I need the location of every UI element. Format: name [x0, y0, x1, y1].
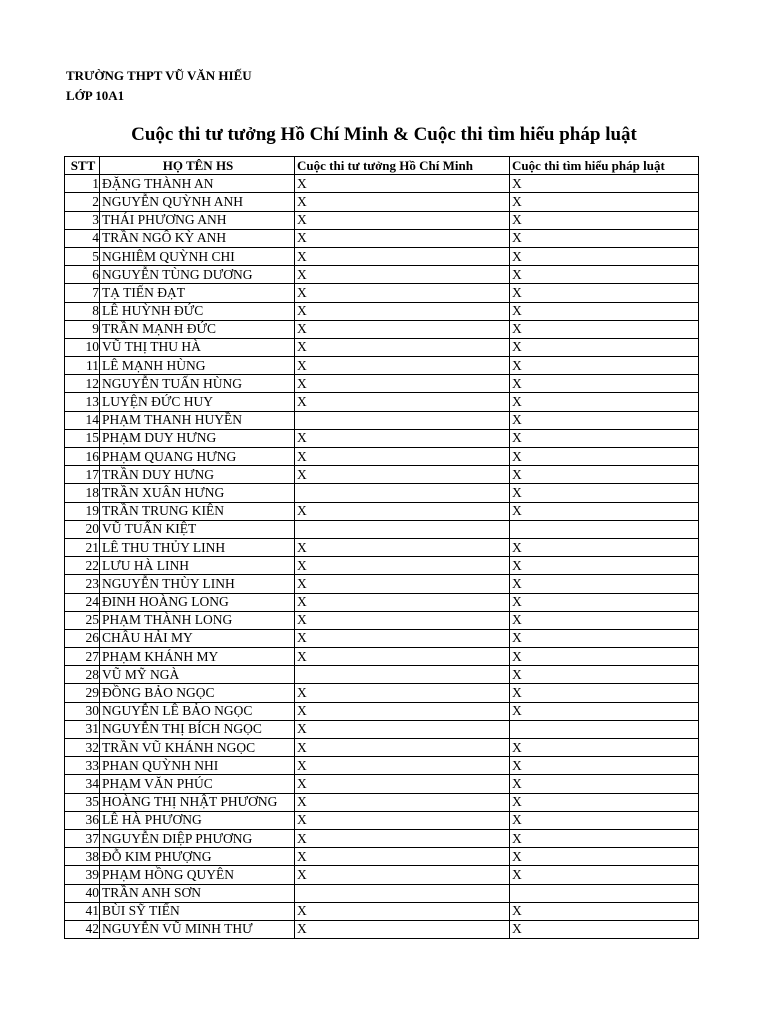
- cell-contest-hcm: X: [295, 557, 510, 575]
- student-table: [64, 156, 699, 939]
- cell-stt: 10: [65, 338, 100, 356]
- cell-student-name: CHÂU HẢI MY: [100, 629, 295, 647]
- cell-contest-law: X: [510, 757, 699, 775]
- table-row: [65, 648, 699, 666]
- cell-contest-law: X: [510, 247, 699, 265]
- cell-contest-hcm: X: [295, 247, 510, 265]
- cell-student-name: NGUYỄN VŨ MINH THƯ: [100, 920, 295, 938]
- cell-contest-hcm: X: [295, 338, 510, 356]
- cell-contest-hcm: X: [295, 648, 510, 666]
- header-contest-hcm: Cuộc thi tư tưởng Hồ Chí Minh: [295, 157, 510, 175]
- table-row: [65, 466, 699, 484]
- table-row: [65, 593, 699, 611]
- cell-stt: 15: [65, 429, 100, 447]
- cell-stt: 6: [65, 266, 100, 284]
- table-row: [65, 884, 699, 902]
- cell-contest-hcm: X: [295, 175, 510, 193]
- cell-contest-law: X: [510, 484, 699, 502]
- table-row: [65, 484, 699, 502]
- cell-contest-hcm: [295, 884, 510, 902]
- table-row: [65, 739, 699, 757]
- cell-student-name: LÊ THU THỦY LINH: [100, 538, 295, 556]
- cell-stt: 1: [65, 175, 100, 193]
- cell-student-name: THÁI PHƯƠNG ANH: [100, 211, 295, 229]
- cell-student-name: PHẠM KHÁNH MY: [100, 648, 295, 666]
- cell-contest-hcm: [295, 666, 510, 684]
- cell-contest-hcm: X: [295, 502, 510, 520]
- cell-stt: 19: [65, 502, 100, 520]
- cell-contest-hcm: X: [295, 375, 510, 393]
- cell-stt: 33: [65, 757, 100, 775]
- cell-contest-law: X: [510, 611, 699, 629]
- cell-student-name: TẠ TIẾN ĐẠT: [100, 284, 295, 302]
- cell-contest-law: X: [510, 466, 699, 484]
- cell-contest-law: X: [510, 193, 699, 211]
- table-row: [65, 848, 699, 866]
- cell-student-name: ĐỒNG BẢO NGỌC: [100, 684, 295, 702]
- cell-student-name: TRẦN VŨ KHÁNH NGỌC: [100, 739, 295, 757]
- cell-contest-hcm: X: [295, 684, 510, 702]
- table-row: [65, 411, 699, 429]
- cell-contest-law: X: [510, 429, 699, 447]
- table-row: [65, 448, 699, 466]
- cell-student-name: VŨ MỸ NGÀ: [100, 666, 295, 684]
- cell-stt: 25: [65, 611, 100, 629]
- cell-stt: 41: [65, 902, 100, 920]
- cell-student-name: TRẦN NGÔ KỲ ANH: [100, 229, 295, 247]
- cell-student-name: TRẦN MẠNH ĐỨC: [100, 320, 295, 338]
- cell-stt: 26: [65, 629, 100, 647]
- cell-contest-law: X: [510, 302, 699, 320]
- cell-stt: 9: [65, 320, 100, 338]
- cell-student-name: NGUYỄN TUẤN HÙNG: [100, 375, 295, 393]
- cell-student-name: BÙI SỸ TIẾN: [100, 902, 295, 920]
- cell-student-name: TRẦN DUY HƯNG: [100, 466, 295, 484]
- cell-contest-hcm: X: [295, 629, 510, 647]
- cell-stt: 3: [65, 211, 100, 229]
- cell-contest-hcm: X: [295, 902, 510, 920]
- cell-contest-law: X: [510, 502, 699, 520]
- table-row: [65, 666, 699, 684]
- cell-student-name: NGHIÊM QUỲNH CHI: [100, 247, 295, 265]
- cell-contest-law: X: [510, 357, 699, 375]
- cell-contest-hcm: X: [295, 284, 510, 302]
- cell-stt: 35: [65, 793, 100, 811]
- header-name: HỌ TÊN HS: [100, 157, 295, 175]
- table-row: [65, 757, 699, 775]
- cell-student-name: LÊ HUỲNH ĐỨC: [100, 302, 295, 320]
- cell-student-name: ĐINH HOÀNG LONG: [100, 593, 295, 611]
- cell-contest-hcm: X: [295, 266, 510, 284]
- cell-contest-hcm: X: [295, 211, 510, 229]
- cell-student-name: HOÀNG THỊ NHẬT PHƯƠNG: [100, 793, 295, 811]
- cell-student-name: PHẠM QUANG HƯNG: [100, 448, 295, 466]
- table-row: [65, 702, 699, 720]
- cell-student-name: LÊ HÀ PHƯƠNG: [100, 811, 295, 829]
- cell-stt: 40: [65, 884, 100, 902]
- cell-student-name: TRẦN ANH SƠN: [100, 884, 295, 902]
- cell-student-name: NGUYỄN QUỲNH ANH: [100, 193, 295, 211]
- cell-contest-law: X: [510, 811, 699, 829]
- cell-contest-law: X: [510, 338, 699, 356]
- cell-contest-hcm: X: [295, 739, 510, 757]
- school-name: TRƯỜNG THPT VŨ VĂN HIẾU: [66, 68, 252, 83]
- cell-stt: 27: [65, 648, 100, 666]
- cell-contest-hcm: X: [295, 829, 510, 847]
- cell-contest-hcm: X: [295, 702, 510, 720]
- cell-contest-law: X: [510, 866, 699, 884]
- cell-contest-hcm: X: [295, 811, 510, 829]
- table-row: [65, 266, 699, 284]
- cell-contest-law: X: [510, 666, 699, 684]
- table-row: [65, 793, 699, 811]
- cell-contest-law: X: [510, 593, 699, 611]
- cell-student-name: ĐẶNG THÀNH AN: [100, 175, 295, 193]
- cell-contest-law: X: [510, 393, 699, 411]
- cell-stt: 11: [65, 357, 100, 375]
- cell-contest-law: X: [510, 284, 699, 302]
- cell-stt: 29: [65, 684, 100, 702]
- cell-contest-hcm: X: [295, 775, 510, 793]
- table-row: [65, 920, 699, 938]
- cell-contest-hcm: [295, 520, 510, 538]
- cell-stt: 2: [65, 193, 100, 211]
- cell-contest-hcm: X: [295, 320, 510, 338]
- cell-contest-law: X: [510, 575, 699, 593]
- cell-stt: 23: [65, 575, 100, 593]
- table-row: [65, 684, 699, 702]
- cell-stt: 8: [65, 302, 100, 320]
- cell-contest-hcm: X: [295, 720, 510, 738]
- cell-student-name: PHẠM HỒNG QUYÊN: [100, 866, 295, 884]
- cell-student-name: NGUYỄN THỊ BÍCH NGỌC: [100, 720, 295, 738]
- cell-stt: 17: [65, 466, 100, 484]
- table-row: [65, 557, 699, 575]
- cell-contest-law: X: [510, 266, 699, 284]
- table-row: [65, 811, 699, 829]
- page-title: Cuộc thi tư tưởng Hồ Chí Minh & Cuộc thi tìm hiểu pháp luật: [131, 124, 637, 145]
- cell-contest-hcm: X: [295, 575, 510, 593]
- cell-contest-hcm: X: [295, 429, 510, 447]
- table-row: [65, 211, 699, 229]
- cell-student-name: LƯU HÀ LINH: [100, 557, 295, 575]
- table-row: [65, 575, 699, 593]
- cell-contest-hcm: X: [295, 393, 510, 411]
- cell-contest-law: X: [510, 793, 699, 811]
- cell-student-name: LÊ MẠNH HÙNG: [100, 357, 295, 375]
- header-contest-law: Cuộc thi tìm hiểu pháp luật: [510, 157, 699, 175]
- table-row: [65, 247, 699, 265]
- cell-stt: 5: [65, 247, 100, 265]
- cell-stt: 14: [65, 411, 100, 429]
- cell-contest-hcm: X: [295, 538, 510, 556]
- header-stt: STT: [65, 157, 100, 175]
- cell-contest-law: X: [510, 775, 699, 793]
- table-row: [65, 629, 699, 647]
- cell-contest-law: X: [510, 902, 699, 920]
- table-row: [65, 829, 699, 847]
- cell-contest-law: X: [510, 739, 699, 757]
- cell-contest-hcm: X: [295, 448, 510, 466]
- table-row: [65, 320, 699, 338]
- cell-contest-law: X: [510, 375, 699, 393]
- cell-stt: 28: [65, 666, 100, 684]
- table-row: [65, 611, 699, 629]
- cell-contest-law: X: [510, 448, 699, 466]
- cell-contest-law: X: [510, 411, 699, 429]
- cell-student-name: NGUYỄN TÙNG DƯƠNG: [100, 266, 295, 284]
- table-row: [65, 302, 699, 320]
- cell-contest-law: X: [510, 175, 699, 193]
- cell-contest-law: X: [510, 320, 699, 338]
- cell-stt: 7: [65, 284, 100, 302]
- cell-student-name: PHẠM VĂN PHÚC: [100, 775, 295, 793]
- cell-student-name: VŨ THỊ THU HÀ: [100, 338, 295, 356]
- cell-student-name: PHẠM DUY HƯNG: [100, 429, 295, 447]
- cell-stt: 13: [65, 393, 100, 411]
- cell-stt: 38: [65, 848, 100, 866]
- cell-stt: 16: [65, 448, 100, 466]
- cell-stt: 18: [65, 484, 100, 502]
- class-name: LỚP 10A1: [66, 88, 125, 103]
- table-header-row: [65, 157, 699, 175]
- cell-contest-hcm: X: [295, 302, 510, 320]
- cell-stt: 4: [65, 229, 100, 247]
- cell-contest-law: X: [510, 629, 699, 647]
- table-row: [65, 284, 699, 302]
- cell-stt: 32: [65, 739, 100, 757]
- cell-contest-hcm: X: [295, 866, 510, 884]
- cell-contest-law: X: [510, 557, 699, 575]
- cell-student-name: TRẦN XUÂN HƯNG: [100, 484, 295, 502]
- cell-stt: 42: [65, 920, 100, 938]
- cell-stt: 22: [65, 557, 100, 575]
- cell-contest-law: X: [510, 211, 699, 229]
- cell-stt: 34: [65, 775, 100, 793]
- cell-contest-law: X: [510, 648, 699, 666]
- cell-contest-law: [510, 520, 699, 538]
- table-row: [65, 229, 699, 247]
- cell-contest-law: X: [510, 829, 699, 847]
- cell-contest-hcm: [295, 411, 510, 429]
- cell-contest-hcm: X: [295, 357, 510, 375]
- cell-contest-law: X: [510, 920, 699, 938]
- cell-contest-hcm: X: [295, 920, 510, 938]
- cell-contest-hcm: X: [295, 848, 510, 866]
- cell-stt: 20: [65, 520, 100, 538]
- cell-contest-hcm: X: [295, 229, 510, 247]
- cell-contest-hcm: X: [295, 611, 510, 629]
- cell-contest-hcm: X: [295, 593, 510, 611]
- cell-contest-law: X: [510, 229, 699, 247]
- cell-student-name: NGUYỄN DIỆP PHƯƠNG: [100, 829, 295, 847]
- cell-student-name: NGUYỄN THÙY LINH: [100, 575, 295, 593]
- table-row: [65, 866, 699, 884]
- table-row: [65, 902, 699, 920]
- cell-stt: 37: [65, 829, 100, 847]
- cell-contest-law: [510, 884, 699, 902]
- cell-stt: 36: [65, 811, 100, 829]
- table-row: [65, 375, 699, 393]
- cell-student-name: PHAN QUỲNH NHI: [100, 757, 295, 775]
- cell-stt: 21: [65, 538, 100, 556]
- cell-contest-hcm: X: [295, 793, 510, 811]
- table-row: [65, 502, 699, 520]
- cell-student-name: PHẠM THANH HUYỀN: [100, 411, 295, 429]
- cell-stt: 30: [65, 702, 100, 720]
- cell-contest-law: X: [510, 538, 699, 556]
- cell-contest-law: X: [510, 702, 699, 720]
- cell-student-name: VŨ TUẤN KIỆT: [100, 520, 295, 538]
- cell-stt: 39: [65, 866, 100, 884]
- cell-contest-law: X: [510, 684, 699, 702]
- table-row: [65, 775, 699, 793]
- table-row: [65, 720, 699, 738]
- table-row: [65, 520, 699, 538]
- table-row: [65, 429, 699, 447]
- cell-stt: 12: [65, 375, 100, 393]
- table-row: [65, 193, 699, 211]
- cell-stt: 24: [65, 593, 100, 611]
- table-row: [65, 357, 699, 375]
- cell-contest-hcm: X: [295, 193, 510, 211]
- table-row: [65, 175, 699, 193]
- cell-contest-law: [510, 720, 699, 738]
- cell-student-name: TRẦN TRUNG KIÊN: [100, 502, 295, 520]
- document-header: [66, 66, 252, 106]
- cell-contest-hcm: [295, 484, 510, 502]
- cell-contest-hcm: X: [295, 757, 510, 775]
- cell-student-name: ĐỖ KIM PHƯỢNG: [100, 848, 295, 866]
- cell-contest-law: X: [510, 848, 699, 866]
- table-row: [65, 393, 699, 411]
- cell-stt: 31: [65, 720, 100, 738]
- table-row: [65, 338, 699, 356]
- cell-student-name: PHẠM THÀNH LONG: [100, 611, 295, 629]
- cell-contest-hcm: X: [295, 466, 510, 484]
- table-row: [65, 538, 699, 556]
- cell-student-name: LUYỆN ĐỨC HUY: [100, 393, 295, 411]
- cell-student-name: NGUYỄN LÊ BẢO NGỌC: [100, 702, 295, 720]
